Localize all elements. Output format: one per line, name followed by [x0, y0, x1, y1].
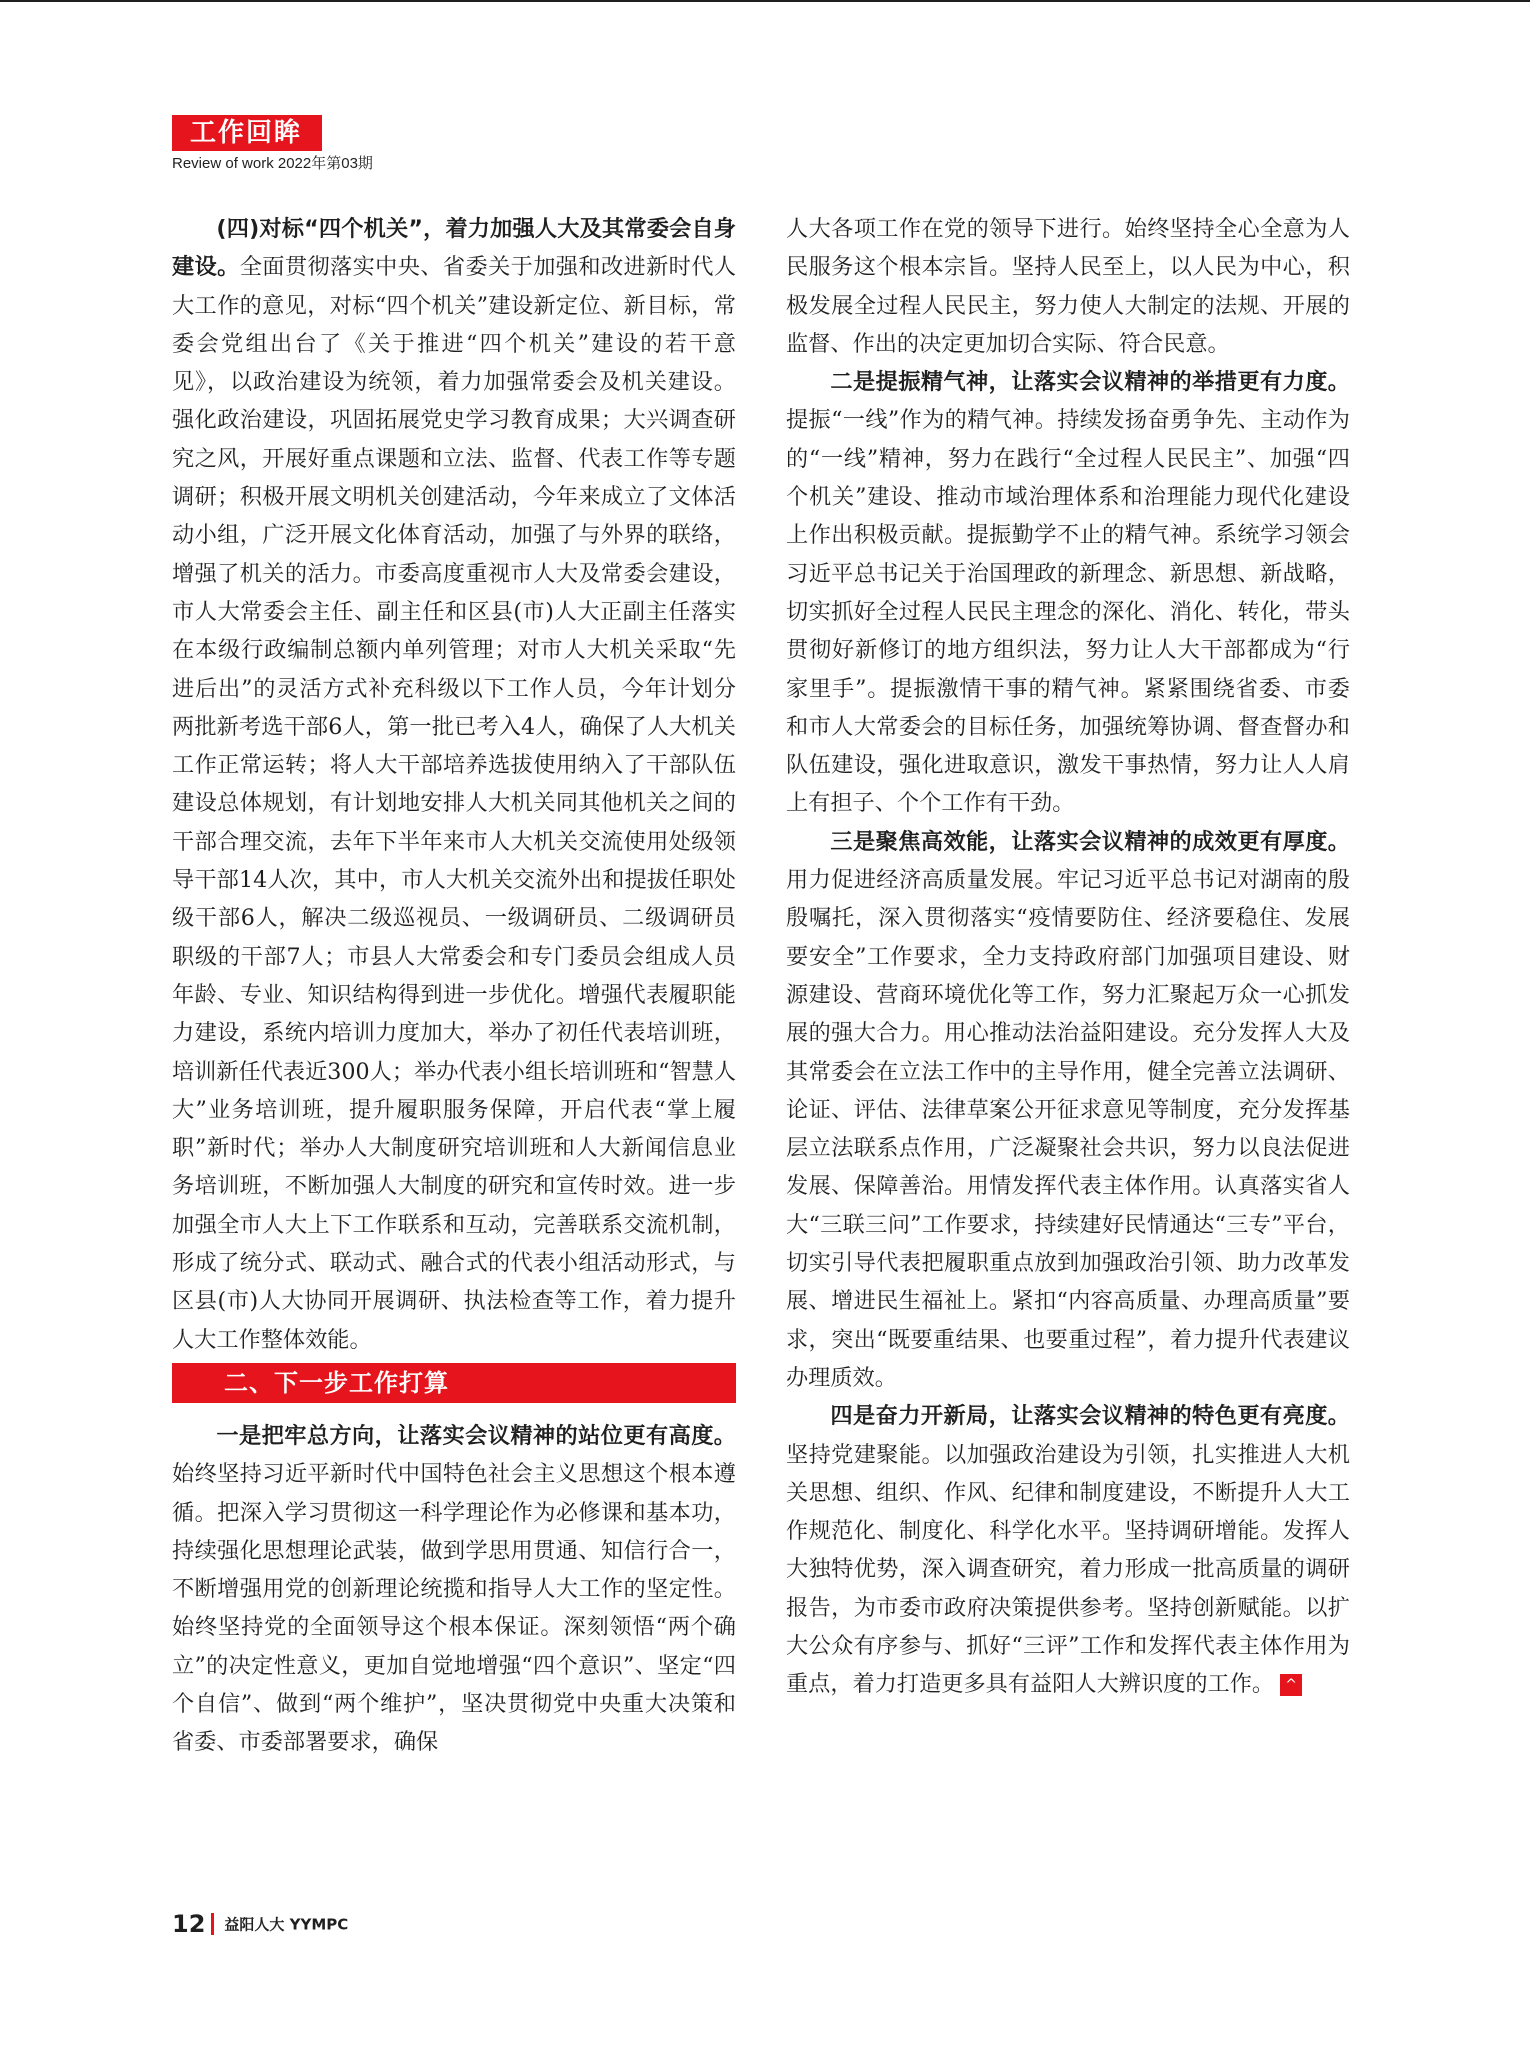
paragraph [172, 210, 736, 1359]
section-tag: 工作回眸 [172, 115, 322, 151]
paragraph-body: 坚持党建聚能。以加强政治建设为引领，扎实推进人大机关思想、组织、作风、纪律和制度建设，不断提升人大工作规范化、制度化、科学化水平。坚持调研增能。发挥人大独特优势，深入调查研究，着力形成一批高质量的调研报告，为市委市政府决策提供参考。坚持创新赋能。以扩大公众有序参与、抓好“三评”工作和发挥代表主体作用为重点，着力打造更多具有益阳人大辨识度的工作。 [786, 1441, 1350, 1698]
footer-divider [211, 1913, 214, 1935]
section-heading: 二、下一步工作打算 [172, 1363, 736, 1403]
paragraph-body: 全面贯彻落实中央、省委关于加强和改进新时代人大工作的意见，对标“四个机关”建设新定位、新目标，常委会党组出台了《关于推进“四个机关”建设的若干意见》，以政治建设为统领，着力加强常委会及机关建设。强化政治建设，巩固拓展党史学习教育成果；大兴调查研究之风，开展好重点课题和立法、监督、代表工作等专题调研；积极开展文明机关创建活动，今年来成立了文体活动小组，广泛开展文化体育活动，加强了与外界的联络，增强了机关的活力。市委高度重视市人大及常委会建设，市人大常委会主任、副主任和区县(市)人大正副主任落实在本级行政编制总额内单列管理；对市人大机关采取“先进后出”的灵活方式补充科级以下工作人员，今年计划分两批新考选干部6人，第一批已考入4人，确保了人大机关工作正常运转；将人大干部培养选拔使用纳入了干部队伍建设总体规划，有计划地安排人大机关同其他机关之间的干部合理交流，去年下半年来市人大机关交流使用处级领导干部14人次，其中，市人大机关交流外出和提拔任职处级干部6人，解决二级巡视员、一级调研员、二级调研员职级的干部7人；市县人大常委会和专门委员会组成人员年龄、专业、知识结构得到进一步优化。增强代表履职能力建设，系统内培训力度加大，举办了初任代表培训班，培训新任代表近300人；举办代表小组长培训班和“智慧人大”业务培训班，提升履职服务保障，开启代表“掌上履职”新时代；举办人大制度研究培训班和人大新闻信息业务培训班，不断加强人大制度的研究和宣传时效。进一步加强全市人大上下工作联系和互动，完善联系交流机制，形成了统分式、联动式、融合式的代表小组活动形式，与区县(市)人大协同开展调研、执法检查等工作，着力提升人大工作整体效能。 [172, 254, 737, 1353]
paragraph-body: 提振“一线”作为的精气神。持续发扬奋勇争先、主动作为的“一线”精神，努力在践行“全过程人民民主”、加强“四个机关”建设、推动市域治理体系和治理能力现代化建设上作出积极贡献。提振勤学不止的精气神。系统学习领会习近平总书记关于治国理政的新理念、新思想、新战略，切实抓好全过程人民民主理念的深化、消化、转化，带头贯彻好新修订的地方组织法，努力让人大干部都成为“行家里手”。提振激情干事的精气神。紧紧围绕省委、市委和市人大常委会的目标任务，加强统筹协调、督查督办和队伍建设，强化进取意识，激发干事热情，努力让人人肩上有担子、个个工作有干劲。 [786, 407, 1350, 817]
magazine-name: 益阳人大 YYMPC [224, 1915, 349, 1934]
page-footer [172, 1910, 348, 1938]
left-column [172, 210, 736, 1762]
paragraph [786, 823, 1350, 1397]
paragraph [786, 363, 1350, 823]
paragraph-body: 始终坚持习近平新时代中国特色社会主义思想这个根本遵循。把深入学习贯彻这一科学理论作为必修课和基本功，持续强化思想理论武装，做到学思用贯通、知信行合一，不断增强用党的创新理论统揽和指导人大工作的坚定性。始终坚持党的全面领导这个根本保证。深刻领悟“两个确立”的决定性意义，更加自觉地增强“四个意识”、坚定“四个自信”、做到“两个维护”，坚决贯彻党中央重大决策和省委、市委部署要求，确保 [172, 1461, 736, 1756]
page-number: 12 [172, 1910, 206, 1938]
end-mark-icon: ^ [1280, 1674, 1302, 1696]
paragraph-continued [786, 210, 1350, 363]
paragraph [172, 1417, 736, 1762]
paragraph-lead: (四)对标“四个机关”，着力加强人大及其常委会自身建设。 [172, 216, 736, 281]
issue-line: Review of work 2022年第03期 [172, 155, 373, 172]
paragraph-lead: 一是把牢总方向，让落实会议精神的站位更有高度。 [216, 1422, 736, 1449]
paragraph-body: 人大各项工作在党的领导下进行。始终坚持全心全意为人民服务这个根本宗旨。坚持人民至上，以人民为中心，积极发展全过程人民民主，努力使人大制定的法规、开展的监督、作出的决定更加切合实际、符合民意。 [786, 216, 1350, 357]
paragraph [786, 1397, 1350, 1703]
paragraph-lead: 二是提振精气神，让落实会议精神的举措更有力度。 [830, 369, 1350, 396]
paragraph-lead: 三是聚焦高效能，让落实会议精神的成效更有厚度。 [830, 828, 1350, 855]
paragraph-lead: 四是奋力开新局，让落实会议精神的特色更有亮度。 [830, 1403, 1350, 1430]
paragraph-body: 用力促进经济高质量发展。牢记习近平总书记对湖南的殷殷嘱托，深入贯彻落实“疫情要防住、经济要稳住、发展要安全”工作要求，全力支持政府部门加强项目建设、财源建设、营商环境优化等工作，努力汇聚起万众一心抓发展的强大合力。用心推动法治益阳建设。充分发挥人大及其常委会在立法工作中的主导作用，健全完善立法调研、论证、评估、法律草案公开征求意见等制度，充分发挥基层立法联系点作用，广泛凝聚社会共识，努力以良法促进发展、保障善治。用情发挥代表主体作用。认真落实省人大“三联三问”工作要求，持续建好民情通达“三专”平台，切实引导代表把履职重点放到加强政治引领、助力改革发展、增进民生福祉上。紧扣“内容高质量、办理高质量”要求，突出“既要重结果、也要重过程”，着力提升代表建议办理质效。 [786, 867, 1350, 1391]
top-rule [0, 0, 1530, 2]
right-column [786, 210, 1350, 1704]
